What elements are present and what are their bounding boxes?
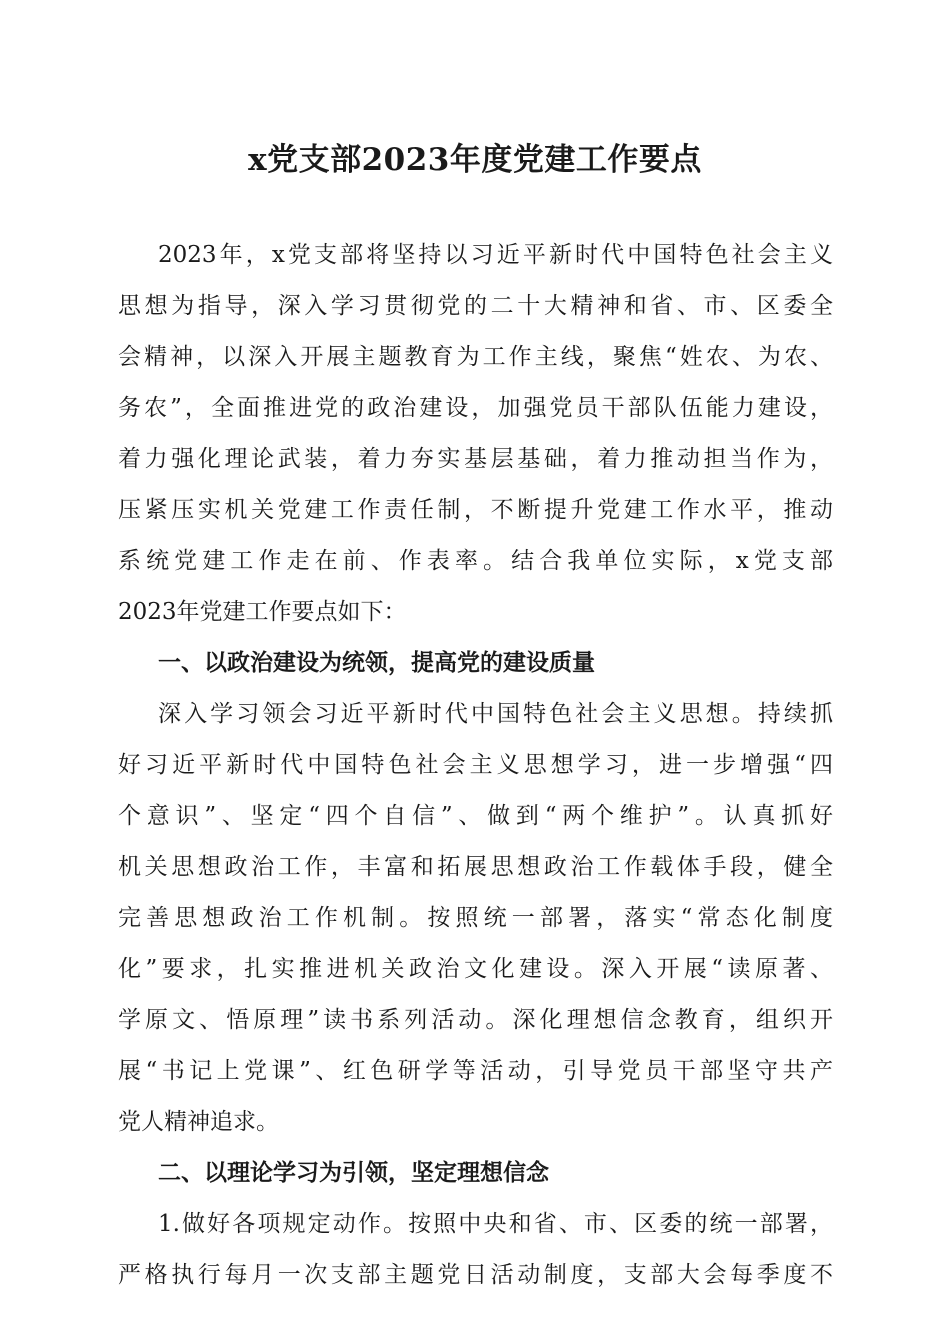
section-2-line: 严格执行每月一次支部主题党日活动制度，支部大会每季度不 <box>118 1262 833 1288</box>
intro-line: 系统党建工作走在前、作表率。结合我单位实际，x党支部 <box>118 548 833 574</box>
section-1-line: 展“书记上党课”、红色研学等活动，引导党员干部坚守共产 <box>118 1058 833 1084</box>
intro-line: 压紧压实机关党建工作责任制，不断提升党建工作水平，推动 <box>118 497 833 523</box>
section-1-line: 个意识”、坚定“四个自信”、做到“两个维护”。认真抓好 <box>118 803 833 829</box>
section-2-line: 1.做好各项规定动作。按照中央和省、市、区委的统一部署， <box>158 1211 833 1237</box>
intro-line: 着力强化理论武装，着力夯实基层基础，着力推动担当作为， <box>118 446 833 472</box>
section-1-heading: 一、以政治建设为统领，提高党的建设质量 <box>158 649 595 676</box>
section-1-line: 深入学习领会习近平新时代中国特色社会主义思想。持续抓 <box>158 701 833 727</box>
document-title: x党支部2023年度党建工作要点 <box>248 142 702 178</box>
section-1-line: 党人精神追求。 <box>118 1109 279 1135</box>
intro-line: 务农”，全面推进党的政治建设，加强党员干部队伍能力建设， <box>118 395 833 421</box>
section-1-line: 好习近平新时代中国特色社会主义思想学习，进一步增强“四 <box>118 752 833 778</box>
section-1-line: 学原文、悟原理”读书系列活动。深化理想信念教育，组织开 <box>118 1007 833 1033</box>
intro-line: 2023年，x党支部将坚持以习近平新时代中国特色社会主义 <box>158 242 833 268</box>
section-2-heading: 二、以理论学习为引领，坚定理想信念 <box>158 1159 549 1186</box>
intro-line: 2023年党建工作要点如下： <box>118 599 407 625</box>
section-1-line: 完善思想政治工作机制。按照统一部署，落实“常态化制度 <box>118 905 833 931</box>
section-1-line: 化”要求，扎实推进机关政治文化建设。深入开展“读原著、 <box>118 956 833 982</box>
intro-line: 会精神，以深入开展主题教育为工作主线，聚焦“姓农、为农、 <box>118 344 833 370</box>
section-1-line: 机关思想政治工作，丰富和拓展思想政治工作载体手段，健全 <box>118 854 833 880</box>
intro-line: 思想为指导，深入学习贯彻党的二十大精神和省、市、区委全 <box>118 293 833 319</box>
